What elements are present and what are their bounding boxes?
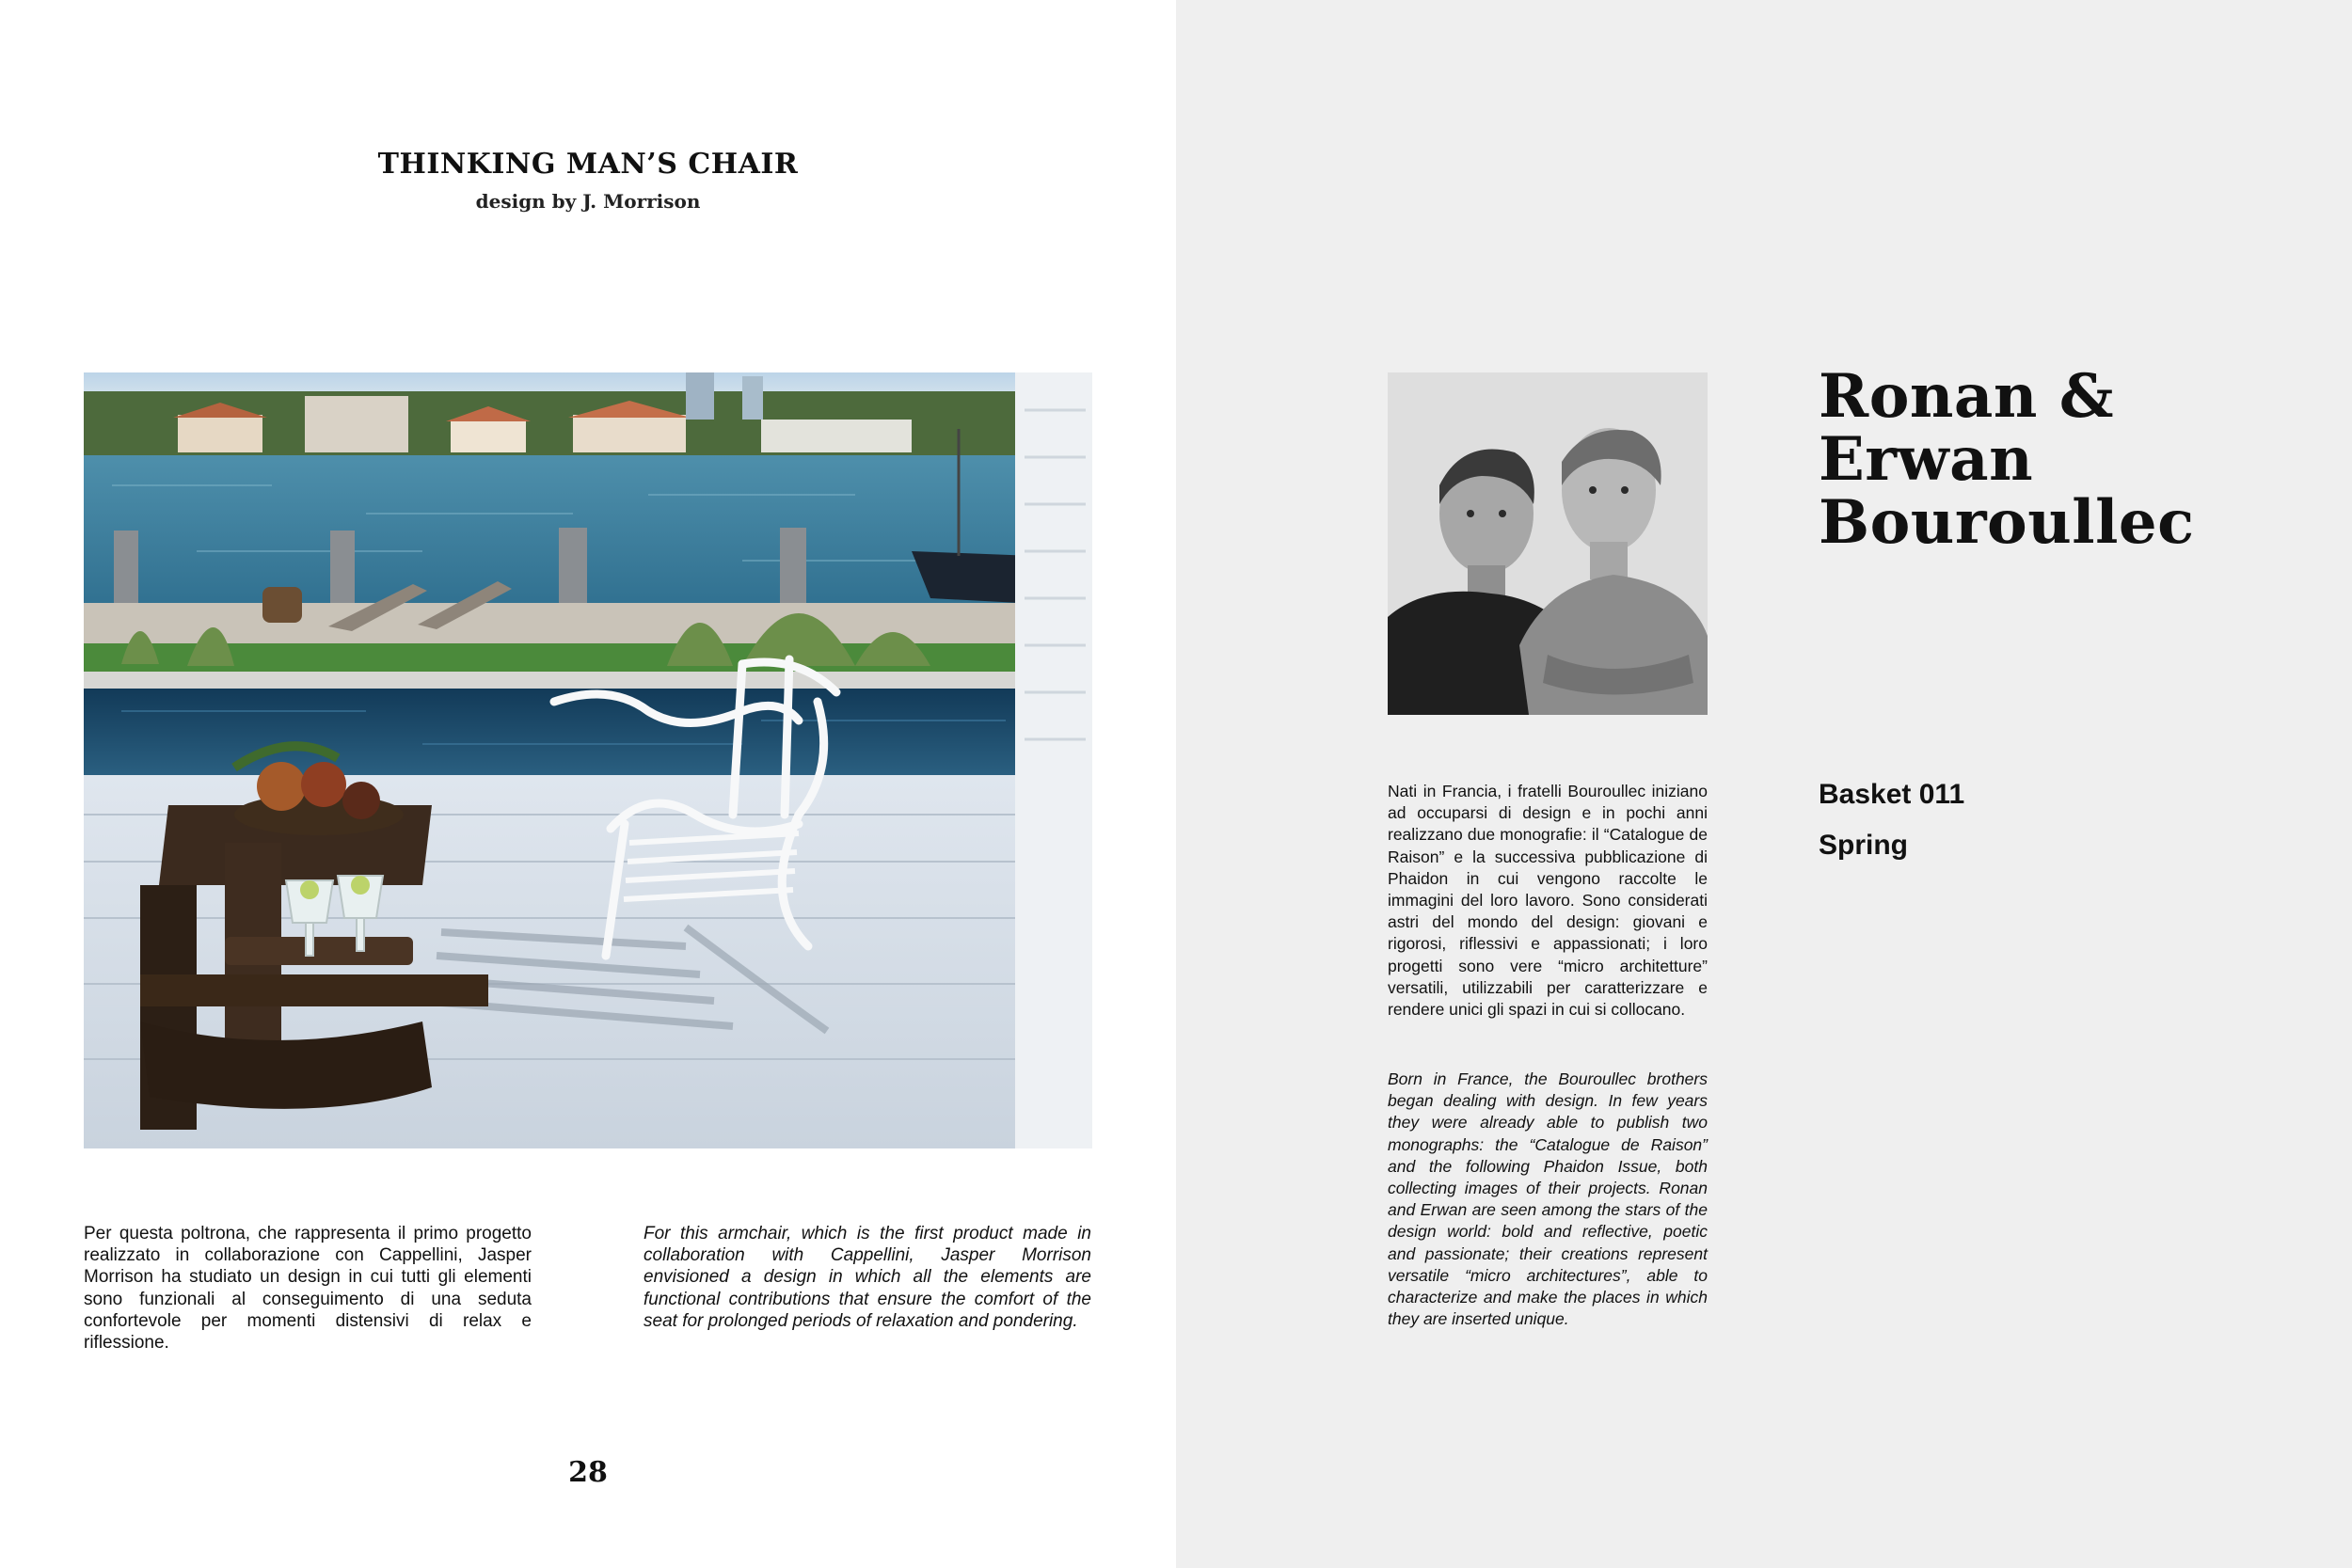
designer-name-line: Erwan xyxy=(1819,424,2034,495)
product-name: Basket 011 xyxy=(1819,779,1965,810)
biography-italian: Nati in Francia, i fratelli Bouroullec iniziano ad occuparsi di design e in pochi anni realizzano due monografie: il “Catalogue de Raison” e la successiva pubblicazione di Phaidon in cui vengono raccolte le immagini del loro lavoro. Sono considerati astri del mondo del design: giovani e rigorosi, riflessivi e appassionati; i loro progetti sono vere “micro architetture” versatili, utilizzabili per caratterizzare e rendere unici gli spazi in cui si collocano. xyxy=(1388,782,1708,1020)
biography-english: Born in France, the Bouroullec brothers began dealing with design. In few years they were already able to publish two monographs: the “Catalogue de Raison” and the following Phaidon Issue, both collecting images of their projects. Ronan and Erwan are seen among the stars of the design world: bold and reflective, poetic and passionate; their creations represent versatile “micro architectures”, able to characterize and make the places in which they are inserted unique. xyxy=(1388,1069,1708,1329)
paragraph-english: For this armchair, which is the first product made in collaboration with Cappellini, Jasper Morrison envisioned a design in which all the elements are functional contributions that ensure the comfort of the seat for prolonged periods of relaxation and pondering. xyxy=(644,1224,1091,1331)
designer-name-heading xyxy=(1819,361,2308,558)
designer-name-line: Ronan & xyxy=(1819,361,2114,432)
designers-portrait-photo xyxy=(1388,372,1708,715)
page-number: 28 xyxy=(568,1456,608,1489)
right-page xyxy=(1176,0,2352,1568)
designer-name-line: Bouroullec xyxy=(1819,487,2195,558)
paragraph-italian: Per questa poltrona, che rappresenta il primo progetto realizzato in collaborazione con Cappellini, Jasper Morrison ha studiato un design in cui tutti gli elementi sono funzionali al conseguimento di una seduta confortevole per momenti distensivi di relax e riflessione. xyxy=(84,1224,532,1354)
product-name: Spring xyxy=(1819,830,1908,861)
chair-terrace-photo xyxy=(84,372,1092,1148)
chair-title: THINKING MAN’S CHAIR xyxy=(377,148,799,181)
chair-subtitle: design by J. Morrison xyxy=(475,190,701,213)
